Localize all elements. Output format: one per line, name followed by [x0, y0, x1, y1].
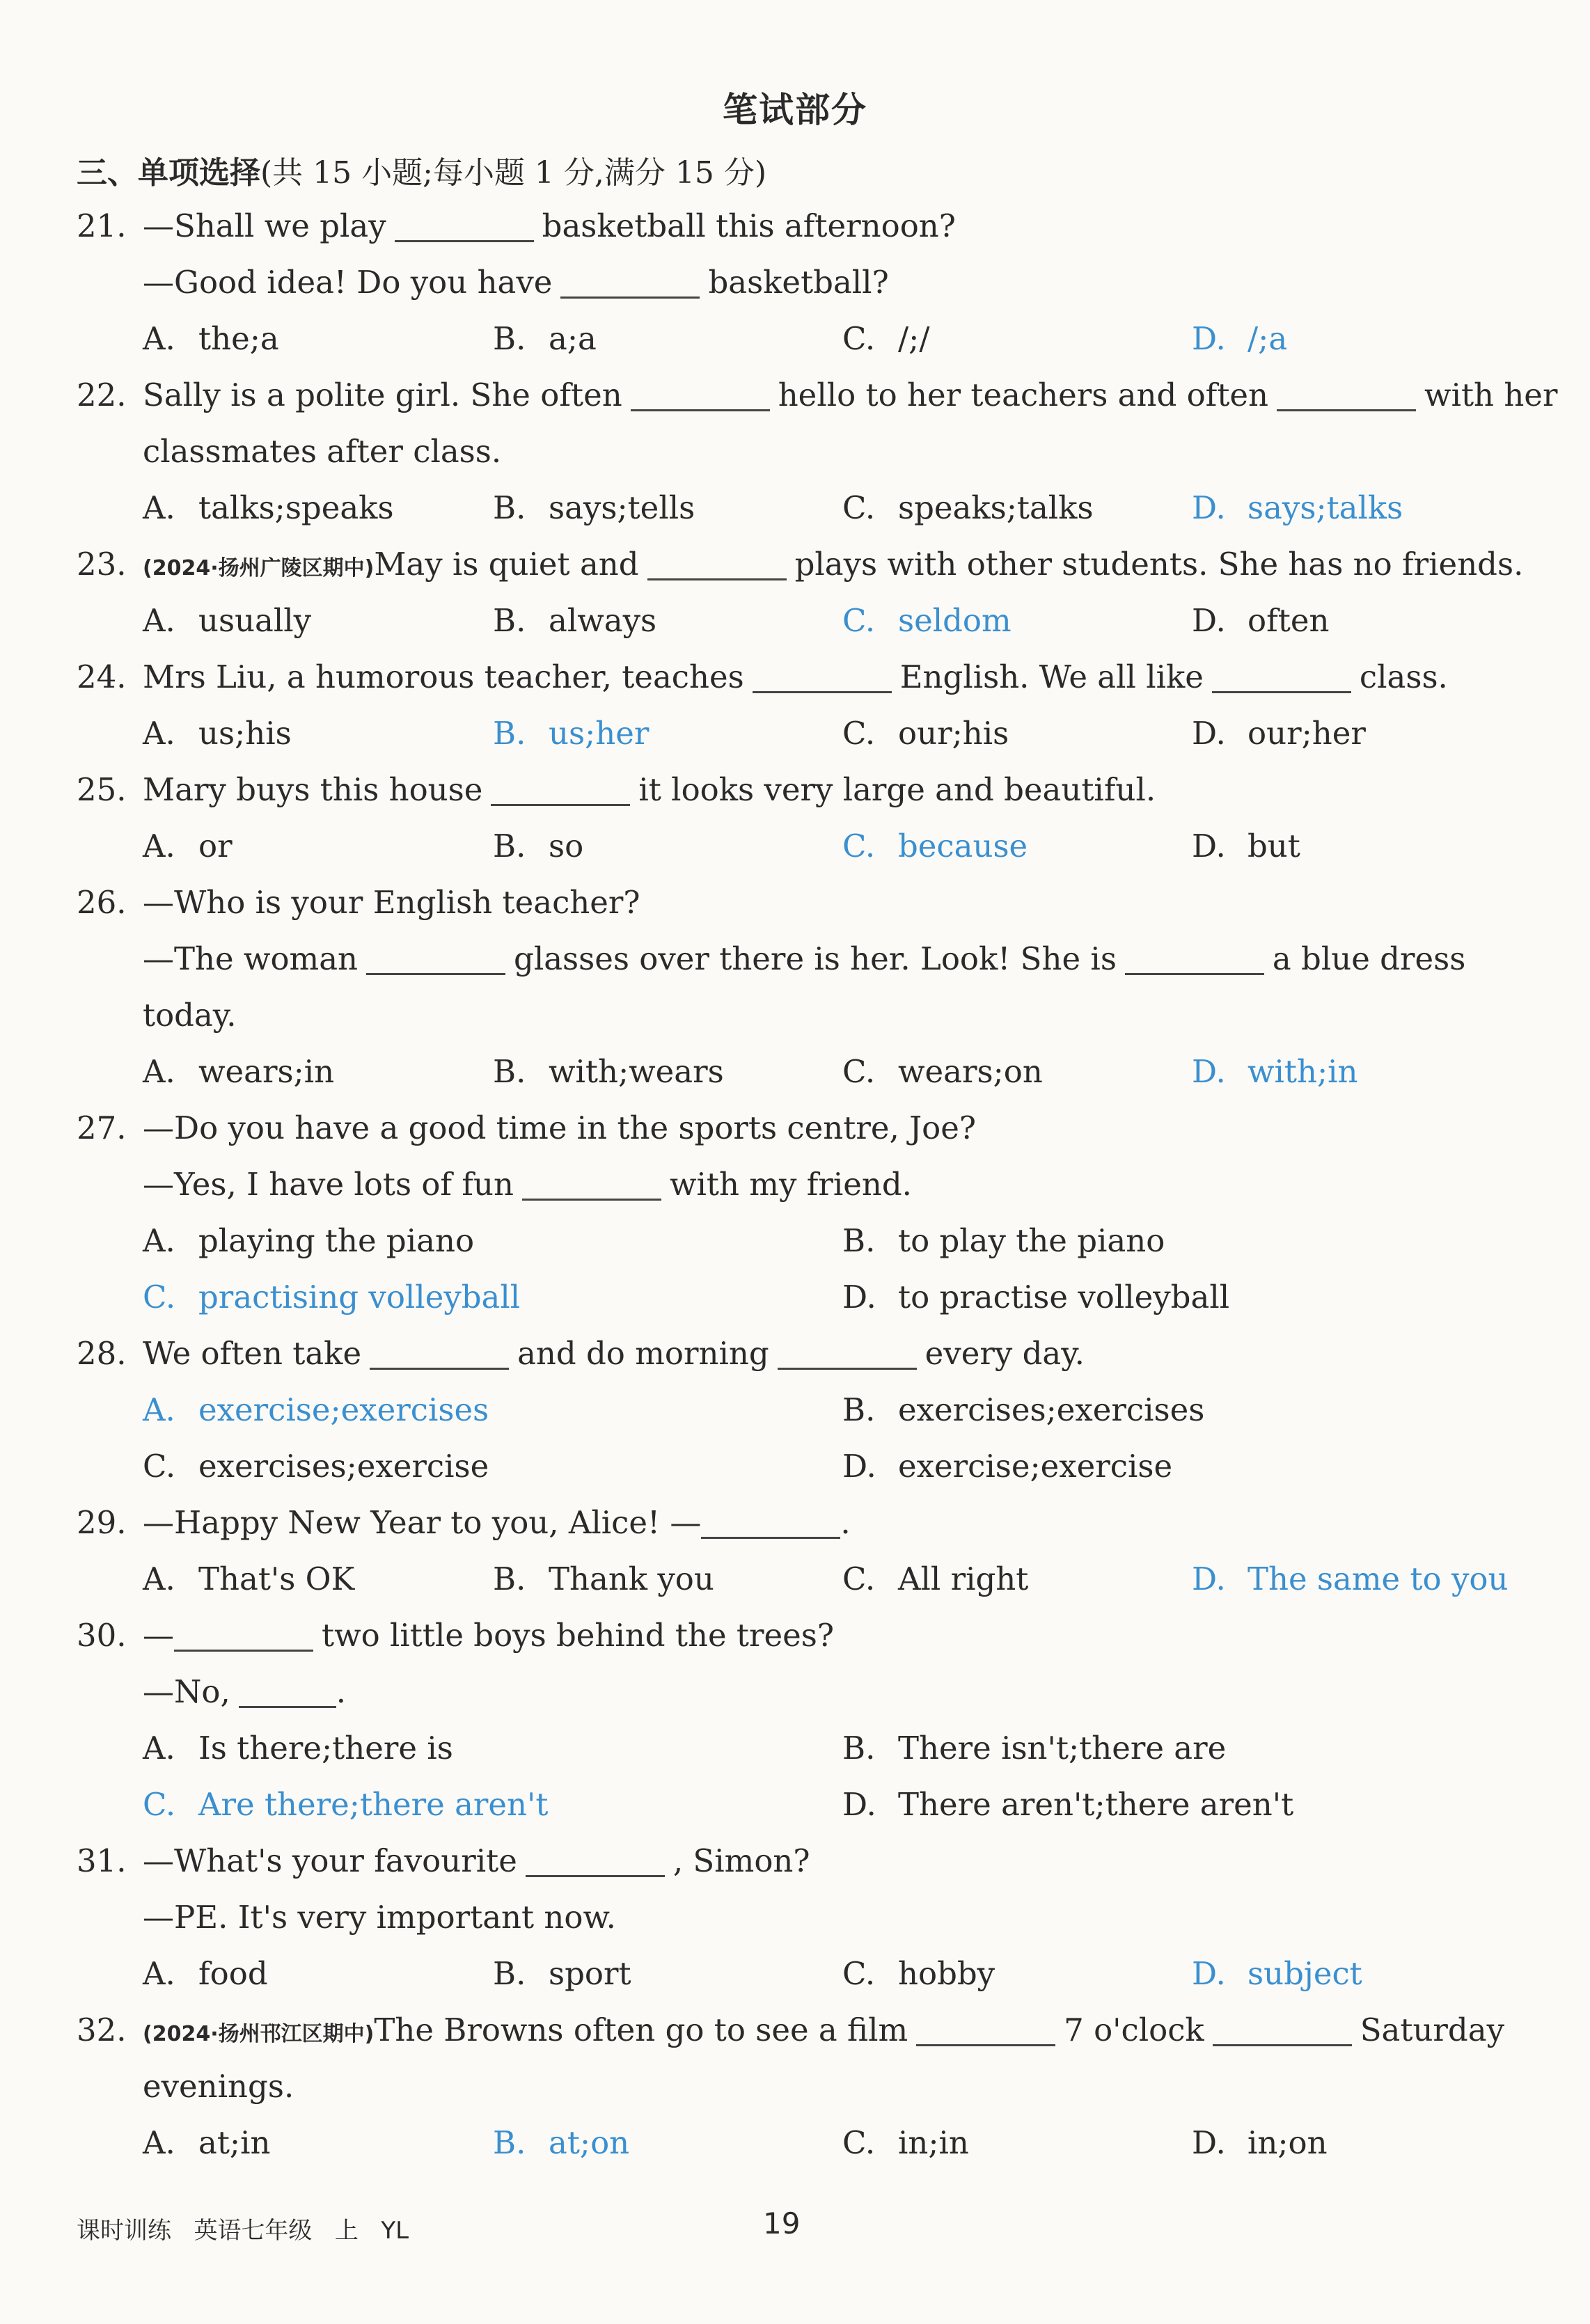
question-29-options: [0, 1551, 1590, 1607]
question-22: [0, 367, 1590, 423]
question-27-line2: —Yes, I have lots of fun with my friend.: [0, 1157, 1590, 1212]
question-27-options-row2: [0, 1270, 1590, 1325]
question-number: 31.: [77, 1842, 127, 1879]
question-31-line2: —PE. It's very important now.: [143, 1899, 616, 1936]
question-number: 28.: [77, 1335, 127, 1372]
question-stem: Mary buys this house it looks very large and beautiful.: [143, 762, 1156, 818]
question-22-options: [0, 480, 1590, 536]
option-c[interactable]: C. All right: [842, 1560, 1029, 1597]
option-d-answer[interactable]: D. says;talks: [1192, 489, 1403, 526]
answer-blank[interactable]: [395, 205, 534, 242]
question-29: [0, 1495, 1590, 1551]
question-number: 29.: [77, 1504, 127, 1541]
footer-edition: YL: [381, 2217, 409, 2245]
answer-blank[interactable]: [174, 1615, 313, 1652]
option-a[interactable]: A. wears;in: [143, 1053, 335, 1090]
question-26-line3: today.: [143, 997, 237, 1034]
option-b[interactable]: B. to play the piano: [842, 1222, 1165, 1259]
option-a[interactable]: A. or: [143, 828, 233, 864]
question-25-options: [0, 819, 1590, 874]
option-d[interactable]: D. our;her: [1192, 715, 1366, 752]
question-27: [0, 1100, 1590, 1156]
question-21: [0, 198, 1590, 254]
question-stem: —Shall we play basketball this afternoon?: [143, 198, 956, 254]
option-c-answer[interactable]: C. practising volleyball: [143, 1279, 521, 1315]
question-23: [0, 537, 1590, 592]
page-number: 19: [763, 2206, 801, 2240]
option-c[interactable]: C. wears;on: [842, 1053, 1043, 1090]
answer-blank[interactable]: [1213, 2009, 1352, 2046]
question-22-line2: classmates after class.: [143, 433, 502, 470]
question-number: 26.: [77, 884, 127, 921]
option-c-answer[interactable]: C. seldom: [842, 602, 1012, 639]
section-note: (共 15 小题;每小题 1 分,满分 15 分): [260, 155, 767, 191]
answer-blank[interactable]: [916, 2009, 1055, 2046]
question-30-options-row1: [0, 1721, 1590, 1776]
question-number: 22.: [77, 377, 127, 413]
question-30: [0, 1608, 1590, 1663]
question-stem: (2024·扬州广陵区期中)May is quiet and plays with other students. She has no friends.: [143, 537, 1523, 596]
option-d[interactable]: D. often: [1192, 602, 1330, 639]
option-a[interactable]: A. us;his: [143, 715, 292, 752]
option-b[interactable]: B. Thank you: [493, 1560, 714, 1597]
question-stem: — two little boys behind the trees?: [143, 1608, 834, 1663]
question-21-line2: —Good idea! Do you have basketball?: [0, 255, 1590, 310]
question-number: 27.: [77, 1109, 127, 1146]
option-a[interactable]: A. food: [143, 1955, 268, 1992]
answer-blank[interactable]: [522, 1164, 661, 1201]
question-number: 23.: [77, 546, 127, 583]
option-c[interactable]: C. our;his: [842, 715, 1009, 752]
question-28-options-row2: [0, 1439, 1590, 1494]
answer-blank[interactable]: [631, 374, 770, 411]
answer-blank[interactable]: [239, 1671, 336, 1708]
answer-blank[interactable]: [753, 656, 892, 693]
question-source: (2024·扬州邗江区期中): [143, 2022, 375, 2046]
option-c[interactable]: C. in;in: [842, 2124, 969, 2161]
answer-blank[interactable]: [1125, 938, 1264, 975]
option-d[interactable]: D. There aren't;there aren't: [842, 1786, 1294, 1823]
question-27-options-row1: [0, 1213, 1590, 1269]
question-number: 32.: [77, 2011, 127, 2048]
option-a[interactable]: A. the;a: [143, 320, 279, 357]
answer-blank[interactable]: [560, 262, 700, 299]
option-d[interactable]: D. in;on: [1192, 2124, 1328, 2161]
section-heading: [77, 148, 766, 192]
question-stem: —Do you have a good time in the sports centre, Joe?: [143, 1109, 976, 1146]
option-d-answer[interactable]: D. subject: [1192, 1955, 1362, 1992]
option-a[interactable]: A. That's OK: [143, 1560, 355, 1597]
option-b[interactable]: B. with;wears: [493, 1053, 724, 1090]
footer-series: 课时训练: [77, 2217, 171, 2245]
option-d[interactable]: D. to practise volleyball: [842, 1279, 1230, 1315]
question-30-line2: —No, .: [0, 1664, 1590, 1720]
question-stem: We often take and do morning every day.: [143, 1326, 1085, 1382]
option-a[interactable]: A. talks;speaks: [143, 489, 394, 526]
answer-blank[interactable]: [647, 544, 787, 580]
option-c[interactable]: C. hobby: [842, 1955, 995, 1992]
answer-blank[interactable]: [491, 769, 630, 806]
answer-blank[interactable]: [1212, 656, 1351, 693]
option-c[interactable]: C. exercises;exercise: [143, 1448, 489, 1485]
option-d-answer[interactable]: D. The same to you: [1192, 1560, 1509, 1597]
option-b[interactable]: B. sport: [493, 1955, 631, 1992]
option-c[interactable]: C. speaks;talks: [842, 489, 1094, 526]
option-c-answer[interactable]: C. Are there;there aren't: [143, 1786, 549, 1823]
question-26-line2: —The woman glasses over there is her. Look! She is a blue dress: [0, 931, 1590, 987]
question-number: 25.: [77, 771, 127, 808]
option-d[interactable]: D. but: [1192, 828, 1300, 864]
question-31: [0, 1833, 1590, 1889]
question-stem: (2024·扬州邗江区期中)The Browns often go to see a film 7 o'clock Saturday: [143, 2002, 1504, 2062]
option-d[interactable]: D. exercise;exercise: [842, 1448, 1173, 1485]
answer-blank[interactable]: [526, 1840, 665, 1877]
option-b[interactable]: B. exercises;exercises: [842, 1391, 1205, 1428]
question-26: [0, 875, 1590, 931]
option-a[interactable]: A. Is there;there is: [143, 1730, 453, 1766]
question-number: 21.: [77, 207, 127, 244]
answer-blank[interactable]: [701, 1502, 840, 1539]
option-d-answer[interactable]: D. /;a: [1192, 320, 1288, 357]
question-28: [0, 1326, 1590, 1382]
question-number: 30.: [77, 1617, 127, 1654]
option-b[interactable]: B. There isn't;there are: [842, 1730, 1227, 1766]
question-32-options: [0, 2115, 1590, 2171]
option-a[interactable]: A. at;in: [143, 2124, 271, 2161]
question-21-options: [0, 311, 1590, 367]
option-d-answer[interactable]: D. with;in: [1192, 1053, 1358, 1090]
question-stem: —Happy New Year to you, Alice! — .: [143, 1495, 851, 1551]
page-title: 笔试部分: [723, 90, 867, 130]
section-title: 三、单项选择: [77, 155, 260, 191]
question-stem: —Who is your English teacher?: [143, 884, 640, 921]
option-b[interactable]: B. a;a: [493, 320, 597, 357]
footer-subject: 英语七年级: [194, 2217, 313, 2245]
option-a[interactable]: A. playing the piano: [143, 1222, 475, 1259]
page-footer: [77, 2211, 409, 2245]
option-c[interactable]: C. /;/: [842, 320, 930, 357]
question-stem: Mrs Liu, a humorous teacher, teaches English. We all like class.: [143, 649, 1448, 705]
question-25: [0, 762, 1590, 818]
option-a[interactable]: A. usually: [143, 602, 312, 639]
option-c-answer[interactable]: C. because: [842, 828, 1028, 864]
question-24-options: [0, 706, 1590, 761]
option-b-answer[interactable]: B. us;her: [493, 715, 650, 752]
question-28-options-row1: [0, 1382, 1590, 1438]
answer-blank[interactable]: [370, 1333, 509, 1370]
question-31-options: [0, 1946, 1590, 2002]
option-b[interactable]: B. always: [493, 602, 657, 639]
question-32-line2: evenings.: [143, 2068, 294, 2105]
option-a-answer[interactable]: A. exercise;exercises: [143, 1391, 489, 1428]
question-number: 24.: [77, 658, 127, 695]
question-source: (2024·扬州广陵区期中): [143, 556, 375, 580]
answer-blank[interactable]: [366, 938, 505, 975]
answer-blank[interactable]: [778, 1333, 917, 1370]
question-26-options: [0, 1044, 1590, 1100]
question-30-options-row2: [0, 1777, 1590, 1833]
question-24: [0, 649, 1590, 705]
footer-volume: 上: [334, 2217, 359, 2245]
question-23-options: [0, 593, 1590, 649]
option-b-answer[interactable]: B. at;on: [493, 2124, 630, 2161]
option-b[interactable]: B. says;tells: [493, 489, 695, 526]
option-b[interactable]: B. so: [493, 828, 584, 864]
question-stem: Sally is a polite girl. She often hello to her teachers and often with her: [143, 367, 1557, 423]
question-32: [0, 2002, 1590, 2058]
question-stem: —What's your favourite , Simon?: [143, 1833, 810, 1889]
answer-blank[interactable]: [1277, 374, 1416, 411]
